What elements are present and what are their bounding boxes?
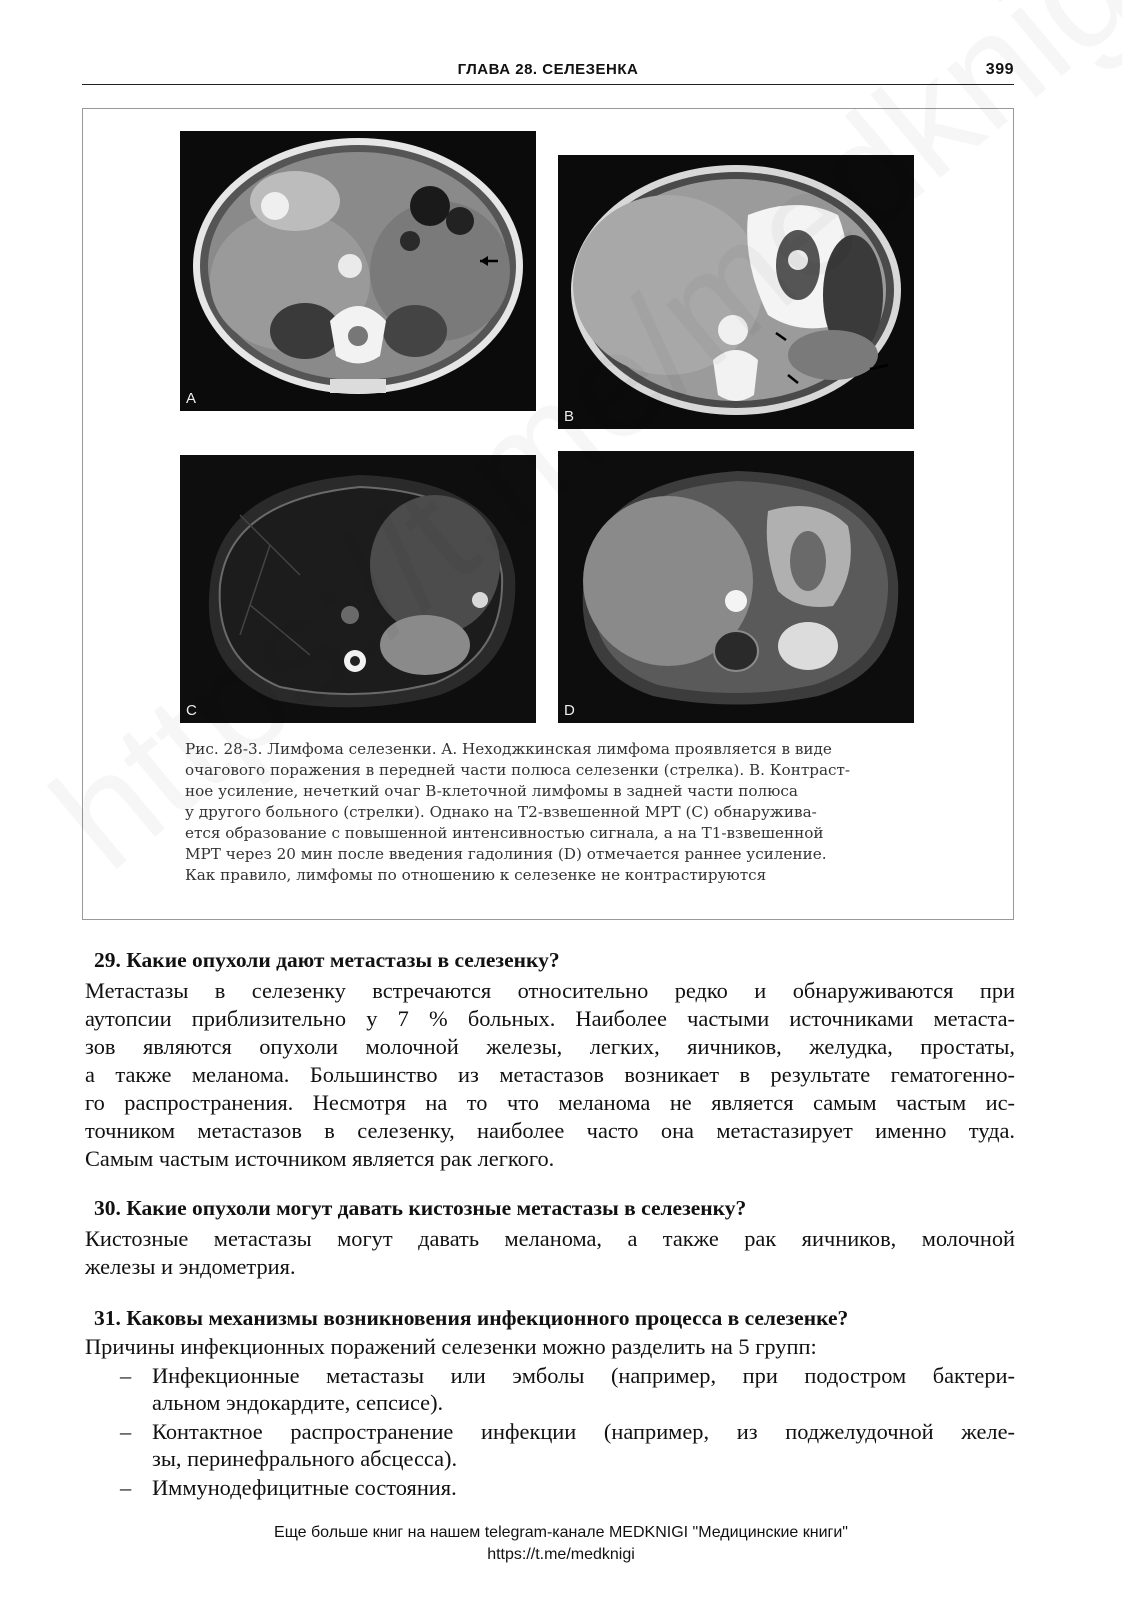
- text-line: зы, перинефрального абсцесса).: [152, 1446, 458, 1471]
- footer-promo: Еще больше книг на нашем telegram-канале MEDKNIGI "Медицинские книги": [274, 1524, 848, 1541]
- panel-label-c: C: [186, 702, 197, 719]
- list-item: [120, 1418, 1015, 1472]
- ct-panel-b: [558, 155, 914, 429]
- dash-bullet: –: [120, 1475, 132, 1500]
- text-line: Контактное распространение инфекции (например, из поджелудочной желе-: [152, 1419, 1015, 1444]
- figure-caption: [185, 739, 915, 886]
- chapter-title: ГЛАВА 28. СЕЛЕЗЕНКА: [457, 61, 639, 78]
- footer-link[interactable]: https://t.me/medknigi: [487, 1546, 635, 1563]
- mri-image-c: [180, 455, 536, 723]
- text-line: зов являются опухоли молочной железы, легких, яичников, желудка, простаты,: [85, 1034, 1015, 1059]
- caption-line: у другого больного (стрелки). Однако на Т2-взвешенной МРТ (C) обнаружива-: [185, 803, 817, 821]
- text-line: железы и эндометрия.: [85, 1254, 296, 1279]
- dash-bullet: –: [120, 1419, 132, 1444]
- text-line: Кистозные метастазы могут давать меланома, а также рак яичников, молочной: [85, 1226, 1015, 1251]
- caption-line: ное усиление, нечеткий очаг B-клеточной лимфомы в задней части полюса: [185, 782, 798, 800]
- text-line: аутопсии приблизительно у 7 % больных. Наиболее частыми источниками метаста-: [85, 1006, 1015, 1031]
- caption-line: Рис. 28-3. Лимфома селезенки. A. Неходжкинская лимфома проявляется в виде: [185, 740, 832, 758]
- caption-line: ется образование с повышенной интенсивностью сигнала, а на Т1-взвешенной: [185, 824, 824, 842]
- ct-panel-a: [180, 131, 536, 411]
- text-line: Инфекционные метастазы или эмболы (например, при подостром бактери-: [152, 1363, 1015, 1388]
- text-line: альном эндокардите, сепсисе).: [152, 1390, 444, 1415]
- caption-line: Как правило, лимфомы по отношению к селезенке не контрастируются: [185, 866, 767, 884]
- caption-line: очагового поражения в передней части полюса селезенки (стрелка). B. Контраст-: [185, 761, 851, 779]
- page-number: 399: [985, 61, 1014, 78]
- answer-30-text: [85, 1225, 1015, 1281]
- text-line: Причины инфекционных поражений селезенки можно разделить на 5 групп:: [85, 1334, 817, 1359]
- list-item: [120, 1474, 1015, 1501]
- ct-image-a: [180, 131, 536, 411]
- text-line: Метастазы в селезенку встречаются относительно редко и обнаруживаются при: [85, 978, 1015, 1003]
- mri-panel-c: [180, 455, 536, 723]
- caption-line: МРТ через 20 мин после введения гадолиния (D) отмечается раннее усиление.: [185, 845, 827, 863]
- dash-bullet: –: [120, 1363, 132, 1388]
- text-line: Иммунодефицитные состояния.: [152, 1475, 457, 1500]
- page-header: [82, 58, 1014, 85]
- list-item: [120, 1362, 1015, 1416]
- panel-label-b: B: [564, 408, 575, 425]
- text-line: Самым частым источником является рак легкого.: [85, 1146, 555, 1171]
- text-line: го распространения. Несмотря на то что меланома не является самым частым ис-: [85, 1090, 1015, 1115]
- question-30-heading: 30. Какие опухоли могут давать кистозные метастазы в селезенку?: [94, 1196, 747, 1220]
- question-31-heading: 31. Каковы механизмы возникновения инфекционного процесса в селезенке?: [94, 1306, 849, 1330]
- mri-panel-d: [558, 451, 914, 723]
- panel-label-a: A: [186, 390, 197, 407]
- answer-31-intro: [85, 1333, 1015, 1361]
- figure-28-3: [82, 108, 1014, 920]
- panel-label-d: D: [564, 702, 575, 719]
- answer-29-text: [85, 977, 1015, 1173]
- text-line: а также меланома. Большинство из метастазов возникает в результате гематогенно-: [85, 1062, 1015, 1087]
- mri-image-d: [558, 451, 914, 723]
- ct-image-b: [558, 155, 914, 429]
- text-line: точником метастазов в селезенку, наиболее часто она метастазирует именно туда.: [85, 1118, 1015, 1143]
- question-29-heading: 29. Какие опухоли дают метастазы в селезенку?: [94, 948, 560, 972]
